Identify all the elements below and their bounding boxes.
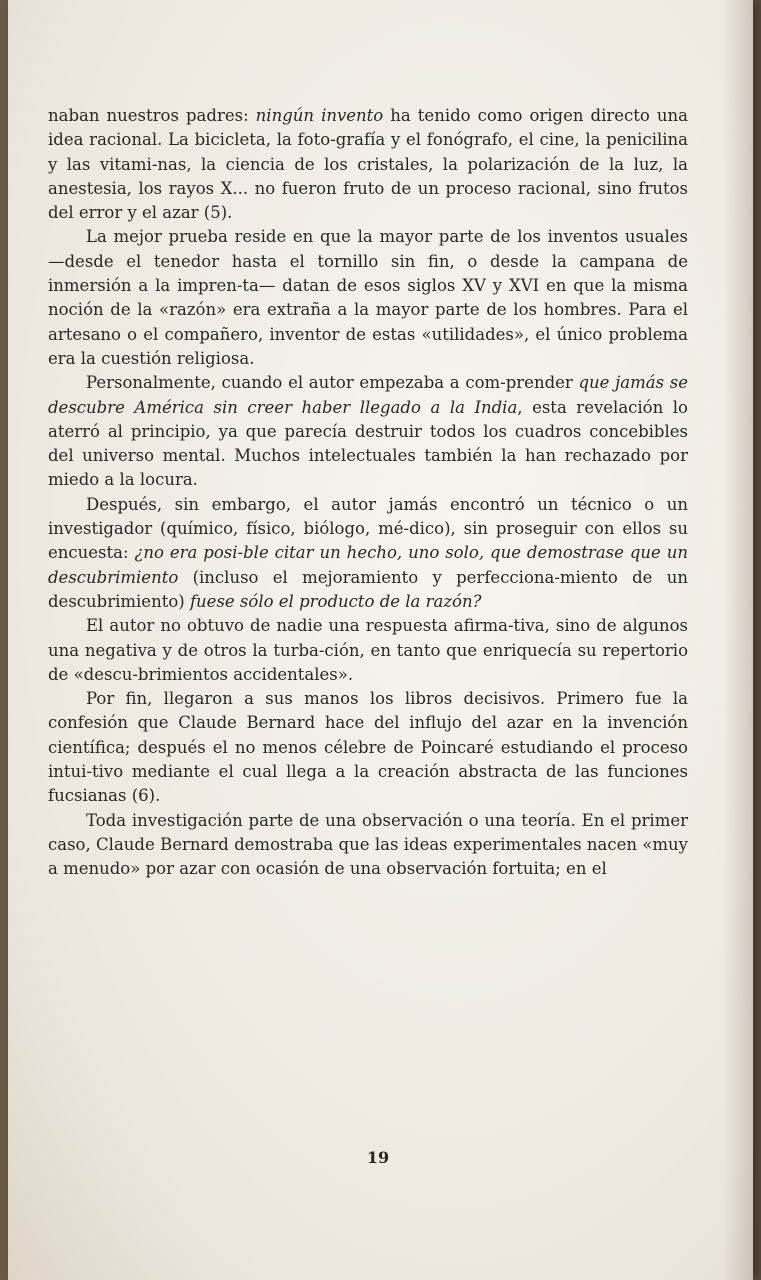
paragraph-3 — [48, 371, 688, 492]
paragraph-5 — [48, 614, 688, 687]
text-run: La mejor prueba reside en que la mayor parte de los inventos usuales —desde el tenedor hasta el tornillo sin fin, o desde la campana de inmersión a la impren-ta— datan de esos siglos XV y XVI en que la misma noción de la «razón» era extraña a la mayor parte de los hombres. Para el artesano o el compañero, inventor de estas «utilidades», el único problema era la cuestión religiosa. — [48, 227, 688, 368]
text-run: Por fin, llegaron a sus manos los libros decisivos. Primero fue la confesión que Claude Bernard hace del influjo del azar en la invención científica; después el no menos célebre de Poincaré estudiando el proceso intui-tivo mediante el cual llega a la creación abstracta de las funciones fucsianas (6). — [48, 689, 688, 806]
text-run: ha tenido como origen directo una idea racional. La bicicleta, la foto-grafía y el fonógrafo, el cine, la penicilina y las vitami-nas, la ciencia de los cristales, la polarización de la luz, la anestesia, los rayos X... no fueron fruto de un proceso racional, sino frutos del error y el azar (5). — [48, 106, 688, 223]
body-text — [48, 104, 688, 882]
text-run: Toda investigación parte de una observación o una teoría. En el primer caso, Claude Bernard demostraba que las ideas experimentales nacen «muy a menudo» por azar con ocasión de una observación fortuita; en el — [48, 810, 688, 879]
text-run-italic: fuese sólo el producto de la razón? — [189, 591, 482, 611]
text-run-italic: que jamás se descubre América sin creer haber llegado a la India — [48, 373, 688, 417]
text-run-italic: ningún invento — [255, 106, 384, 125]
text-run: El autor no obtuvo de nadie una respuesta afirma-tiva, sino de algunos una negativa y de otros la turba-ción, en tanto que enriquecía su repertorio de «descu-brimientos accidentales». — [48, 616, 688, 684]
page-number: 19 — [366, 1148, 390, 1167]
paragraph-2 — [48, 225, 688, 371]
page-edge-shadow — [723, 0, 753, 1280]
text-run: (incluso el mejoramiento y perfecciona-miento de un descubrimiento) — [48, 567, 688, 611]
paragraph-6 — [48, 687, 688, 808]
paragraph-7 — [48, 809, 688, 882]
text-run: naban nuestros padres: — [48, 106, 256, 125]
text-run: Después, sin embargo, el autor jamás encontró un técnico o un investigador (químico, físico, biólogo, mé-dico), sin proseguir con ellos su encuesta: — [48, 494, 688, 563]
text-run: Personalmente, cuando el autor empezaba a com-prender — [86, 373, 579, 393]
book-page — [8, 0, 753, 1280]
text-run-italic: ¿no era posi-ble citar un hecho, uno solo, que demostrase que un descubrimiento — [48, 543, 689, 587]
text-run: , esta revelación lo aterró al principio, ya que parecía destruir todos los cuadros concebibles del universo mental. Muchos intelectuales también la han rechazado por miedo a la locura. — [48, 397, 688, 490]
paragraph-1 — [48, 104, 688, 225]
paragraph-4 — [48, 493, 688, 614]
